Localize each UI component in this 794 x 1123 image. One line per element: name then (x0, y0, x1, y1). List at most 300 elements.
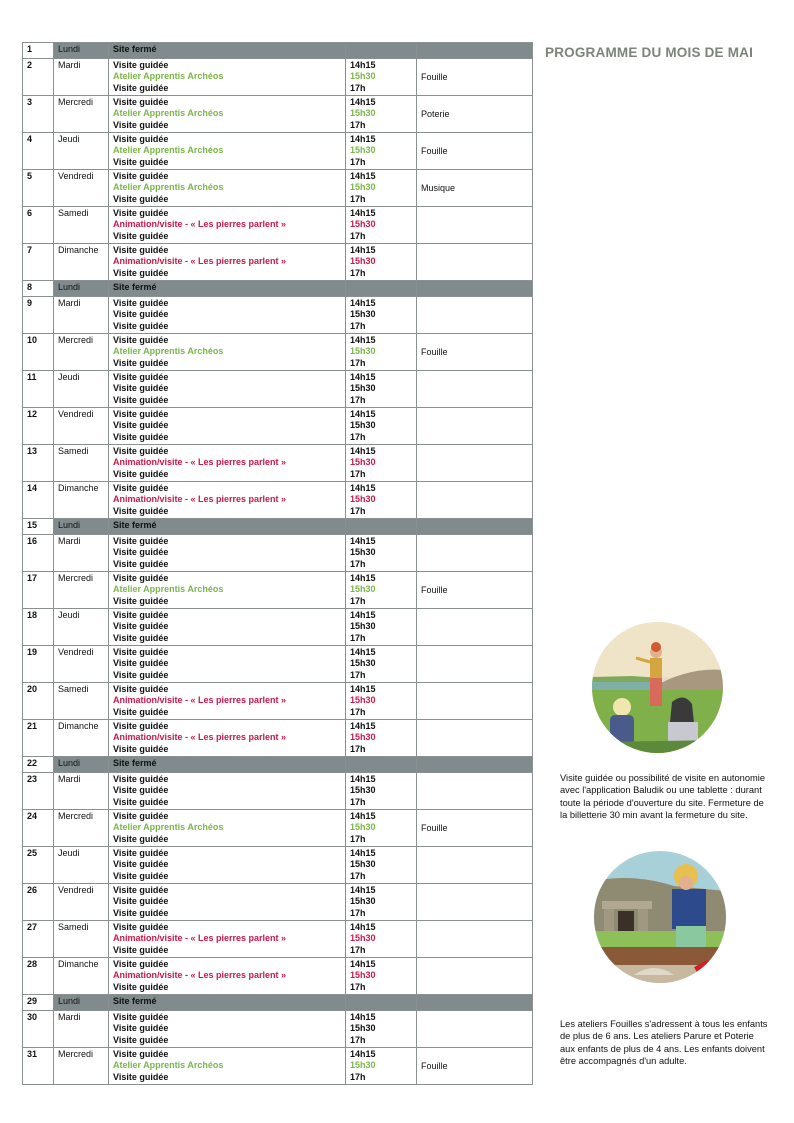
atelier-type: Fouille (421, 822, 448, 833)
atelier-type: Fouille (421, 1060, 448, 1071)
day-name: Mardi (54, 535, 109, 572)
activity-atelier: Atelier Apprentis Archéos (113, 145, 224, 156)
time-slot: 17h (350, 156, 366, 167)
day-name: Lundi (54, 995, 109, 1011)
day-number: 17 (23, 572, 54, 609)
atelier-cell (417, 958, 533, 995)
atelier-type: Fouille (421, 145, 448, 156)
activity-visite: Visite guidée (113, 245, 169, 255)
times-cell (346, 207, 417, 244)
day-name: Lundi (54, 519, 109, 535)
day-number: 16 (23, 535, 54, 572)
time-slot: 14h15 (350, 97, 376, 107)
activity-animation: Animation/visite - « Les pierres parlent » (113, 219, 287, 230)
time-slot: 14h15 (350, 647, 376, 657)
atelier-type: Musique (421, 182, 456, 193)
activity-animation: Animation/visite - « Les pierres parlent » (113, 494, 287, 505)
times-cell (346, 408, 417, 445)
times-cell (346, 720, 417, 757)
activity-visite: Visite guidée (113, 119, 169, 130)
activity-visite: Visite guidée (113, 684, 169, 694)
day-name: Mercredi (54, 572, 109, 609)
time-slot: 14h15 (350, 610, 376, 620)
time-slot: 15h30 (350, 457, 376, 468)
day-row (23, 609, 533, 646)
activity-visite: Visite guidée (113, 156, 169, 167)
day-number: 18 (23, 609, 54, 646)
times-cell (346, 884, 417, 921)
activity-atelier: Atelier Apprentis Archéos (113, 71, 224, 82)
time-slot: 15h30 (350, 219, 376, 230)
day-name: Dimanche (54, 720, 109, 757)
activity-visite: Visite guidée (113, 1034, 169, 1045)
activity-visite: Visite guidée (113, 267, 169, 278)
activity-visite: Visite guidée (113, 536, 169, 546)
activity-atelier: Atelier Apprentis Archéos (113, 584, 224, 595)
activity-visite: Visite guidée (113, 171, 169, 181)
day-number: 5 (23, 170, 54, 207)
activities-cell (109, 720, 346, 757)
day-number: 26 (23, 884, 54, 921)
day-number: 15 (23, 519, 54, 535)
atelier-type: Fouille (421, 346, 448, 357)
day-name: Jeudi (54, 609, 109, 646)
day-name: Dimanche (54, 482, 109, 519)
times-cell (346, 482, 417, 519)
times-cell (346, 535, 417, 572)
day-name: Vendredi (54, 170, 109, 207)
activities-cell (109, 646, 346, 683)
time-slot: 17h (350, 119, 366, 130)
time-slot: 17h (350, 431, 366, 442)
time-slot: 15h30 (350, 732, 376, 743)
activities-cell (109, 371, 346, 408)
site-closed-label: Site fermé (113, 996, 157, 1006)
activity-visite: Visite guidée (113, 1071, 169, 1082)
day-number: 28 (23, 958, 54, 995)
day-name: Dimanche (54, 958, 109, 995)
activity-visite: Visite guidée (113, 647, 169, 657)
atelier-cell (417, 773, 533, 810)
day-row (23, 96, 533, 133)
atelier-cell (417, 535, 533, 572)
time-slot: 15h30 (350, 108, 376, 119)
atelier-cell (417, 133, 533, 170)
day-name: Mardi (54, 773, 109, 810)
activity-visite: Visite guidée (113, 658, 169, 669)
activities-cell (109, 757, 346, 773)
closed-day-row (23, 43, 533, 59)
atelier-cell (417, 334, 533, 371)
day-row (23, 847, 533, 884)
activity-visite: Visite guidée (113, 372, 169, 382)
activities-cell (109, 170, 346, 207)
time-slot: 15h30 (350, 621, 376, 632)
time-slot: 14h15 (350, 573, 376, 583)
day-number: 8 (23, 281, 54, 297)
time-slot: 14h15 (350, 1049, 376, 1059)
times-cell (346, 810, 417, 847)
time-slot: 17h (350, 632, 366, 643)
time-slot: 14h15 (350, 922, 376, 932)
day-row (23, 921, 533, 958)
times-cell (346, 1011, 417, 1048)
activity-visite: Visite guidée (113, 298, 169, 308)
time-slot: 15h30 (350, 933, 376, 944)
activities-cell (109, 297, 346, 334)
atelier-cell (417, 207, 533, 244)
activity-visite: Visite guidée (113, 309, 169, 320)
day-name: Mardi (54, 59, 109, 96)
time-slot: 15h30 (350, 420, 376, 431)
activity-atelier: Atelier Apprentis Archéos (113, 108, 224, 119)
activities-cell (109, 609, 346, 646)
day-number: 6 (23, 207, 54, 244)
day-name: Lundi (54, 43, 109, 59)
activity-visite: Visite guidée (113, 922, 169, 932)
time-slot: 17h (350, 944, 366, 955)
time-slot: 17h (350, 357, 366, 368)
activities-cell (109, 847, 346, 884)
activity-visite: Visite guidée (113, 669, 169, 680)
time-slot: 15h30 (350, 970, 376, 981)
site-closed-label: Site fermé (113, 282, 157, 292)
time-slot: 14h15 (350, 245, 376, 255)
day-name: Mardi (54, 1011, 109, 1048)
time-slot: 17h (350, 468, 366, 479)
activity-visite: Visite guidée (113, 193, 169, 204)
day-row (23, 133, 533, 170)
activity-visite: Visite guidée (113, 621, 169, 632)
activities-cell (109, 43, 346, 59)
day-name: Vendredi (54, 408, 109, 445)
day-row (23, 482, 533, 519)
activity-visite: Visite guidée (113, 706, 169, 717)
times-cell (346, 519, 417, 535)
day-number: 3 (23, 96, 54, 133)
activity-visite: Visite guidée (113, 896, 169, 907)
time-slot: 14h15 (350, 208, 376, 218)
activity-visite: Visite guidée (113, 420, 169, 431)
activities-cell (109, 96, 346, 133)
site-closed-label: Site fermé (113, 520, 157, 530)
day-row (23, 1048, 533, 1085)
time-slot: 15h30 (350, 859, 376, 870)
activity-visite: Visite guidée (113, 230, 169, 241)
times-cell (346, 847, 417, 884)
day-number: 22 (23, 757, 54, 773)
time-slot: 14h15 (350, 959, 376, 969)
activity-animation: Animation/visite - « Les pierres parlent » (113, 933, 287, 944)
time-slot: 14h15 (350, 885, 376, 895)
activity-visite: Visite guidée (113, 1023, 169, 1034)
day-number: 13 (23, 445, 54, 482)
time-slot: 15h30 (350, 1023, 376, 1034)
activity-visite: Visite guidée (113, 483, 169, 493)
day-row (23, 297, 533, 334)
visite-info-text: Visite guidée ou possibilité de visite en autonomie avec l'application Baludik ou une tablette : durant toute la période d'ouverture du site. Fermeture de la billetterie 30 min avant la fermeture du site. (560, 773, 766, 821)
activity-atelier: Atelier Apprentis Archéos (113, 822, 224, 833)
activity-visite: Visite guidée (113, 944, 169, 955)
activity-animation: Animation/visite - « Les pierres parlent » (113, 970, 287, 981)
time-slot: 15h30 (350, 182, 376, 193)
time-slot: 14h15 (350, 684, 376, 694)
activities-cell (109, 921, 346, 958)
time-slot: 15h30 (350, 785, 376, 796)
day-row (23, 720, 533, 757)
day-number: 9 (23, 297, 54, 334)
time-slot: 14h15 (350, 536, 376, 546)
day-name: Mercredi (54, 96, 109, 133)
activities-cell (109, 683, 346, 720)
time-slot: 17h (350, 394, 366, 405)
time-slot: 15h30 (350, 71, 376, 82)
visite-illustration (592, 622, 723, 753)
activity-visite: Visite guidée (113, 743, 169, 754)
time-slot: 14h15 (350, 298, 376, 308)
activity-visite: Visite guidée (113, 848, 169, 858)
atelier-cell (417, 96, 533, 133)
time-slot: 15h30 (350, 658, 376, 669)
day-row (23, 408, 533, 445)
day-row (23, 572, 533, 609)
atelier-cell (417, 1048, 533, 1085)
atelier-cell (417, 757, 533, 773)
times-cell (346, 683, 417, 720)
activity-visite: Visite guidée (113, 409, 169, 419)
atelier-cell (417, 244, 533, 281)
time-slot: 14h15 (350, 1012, 376, 1022)
day-row (23, 207, 533, 244)
day-number: 20 (23, 683, 54, 720)
activity-atelier: Atelier Apprentis Archéos (113, 1060, 224, 1071)
times-cell (346, 773, 417, 810)
times-cell (346, 133, 417, 170)
time-slot: 14h15 (350, 60, 376, 70)
day-name: Mercredi (54, 1048, 109, 1085)
guide-illustration-icon (592, 622, 723, 753)
time-slot: 14h15 (350, 811, 376, 821)
time-slot: 17h (350, 743, 366, 754)
activity-atelier: Atelier Apprentis Archéos (113, 346, 224, 357)
activity-visite: Visite guidée (113, 558, 169, 569)
day-row (23, 646, 533, 683)
times-cell (346, 43, 417, 59)
day-number: 11 (23, 371, 54, 408)
closed-day-row (23, 757, 533, 773)
day-row (23, 810, 533, 847)
closed-day-row (23, 995, 533, 1011)
atelier-cell (417, 59, 533, 96)
activities-cell (109, 1048, 346, 1085)
activity-visite: Visite guidée (113, 431, 169, 442)
time-slot: 15h30 (350, 1060, 376, 1071)
time-slot: 14h15 (350, 134, 376, 144)
activity-visite: Visite guidée (113, 785, 169, 796)
time-slot: 17h (350, 907, 366, 918)
activity-visite: Visite guidée (113, 134, 169, 144)
atelier-cell (417, 995, 533, 1011)
day-number: 27 (23, 921, 54, 958)
times-cell (346, 958, 417, 995)
time-slot: 14h15 (350, 409, 376, 419)
day-number: 24 (23, 810, 54, 847)
activity-visite: Visite guidée (113, 1012, 169, 1022)
atelier-type: Poterie (421, 108, 450, 119)
day-name: Jeudi (54, 847, 109, 884)
time-slot: 17h (350, 833, 366, 844)
closed-day-row (23, 281, 533, 297)
day-name: Jeudi (54, 371, 109, 408)
activity-visite: Visite guidée (113, 610, 169, 620)
day-row (23, 535, 533, 572)
times-cell (346, 96, 417, 133)
time-slot: 17h (350, 193, 366, 204)
activity-animation: Animation/visite - « Les pierres parlent » (113, 732, 287, 743)
activities-cell (109, 535, 346, 572)
day-row (23, 59, 533, 96)
activity-visite: Visite guidée (113, 721, 169, 731)
time-slot: 14h15 (350, 774, 376, 784)
activity-visite: Visite guidée (113, 595, 169, 606)
activity-visite: Visite guidée (113, 959, 169, 969)
times-cell (346, 445, 417, 482)
day-name: Lundi (54, 281, 109, 297)
times-cell (346, 281, 417, 297)
atelier-cell (417, 281, 533, 297)
time-slot: 15h30 (350, 256, 376, 267)
activity-animation: Animation/visite - « Les pierres parlent » (113, 695, 287, 706)
time-slot: 17h (350, 870, 366, 881)
closed-day-row (23, 519, 533, 535)
time-slot: 17h (350, 1034, 366, 1045)
activity-animation: Animation/visite - « Les pierres parlent » (113, 256, 287, 267)
atelier-cell (417, 297, 533, 334)
day-name: Mercredi (54, 810, 109, 847)
activity-visite: Visite guidée (113, 383, 169, 394)
day-row (23, 445, 533, 482)
time-slot: 17h (350, 981, 366, 992)
day-number: 19 (23, 646, 54, 683)
atelier-cell (417, 646, 533, 683)
times-cell (346, 995, 417, 1011)
atelier-cell (417, 519, 533, 535)
activity-visite: Visite guidée (113, 60, 169, 70)
day-name: Samedi (54, 921, 109, 958)
activities-cell (109, 1011, 346, 1048)
time-slot: 17h (350, 505, 366, 516)
programme-table (22, 42, 533, 1085)
time-slot: 15h30 (350, 896, 376, 907)
activity-visite: Visite guidée (113, 394, 169, 405)
time-slot: 17h (350, 320, 366, 331)
activity-visite: Visite guidée (113, 320, 169, 331)
atelier-cell (417, 847, 533, 884)
activities-cell (109, 884, 346, 921)
day-number: 30 (23, 1011, 54, 1048)
activity-visite: Visite guidée (113, 357, 169, 368)
site-closed-label: Site fermé (113, 758, 157, 768)
day-row (23, 170, 533, 207)
activity-visite: Visite guidée (113, 632, 169, 643)
time-slot: 14h15 (350, 372, 376, 382)
time-slot: 17h (350, 267, 366, 278)
activity-visite: Visite guidée (113, 774, 169, 784)
day-name: Mercredi (54, 334, 109, 371)
activity-visite: Visite guidée (113, 573, 169, 583)
day-name: Vendredi (54, 646, 109, 683)
time-slot: 15h30 (350, 346, 376, 357)
activity-visite: Visite guidée (113, 505, 169, 516)
day-name: Samedi (54, 683, 109, 720)
time-slot: 17h (350, 669, 366, 680)
atelier-cell (417, 572, 533, 609)
activities-cell (109, 482, 346, 519)
day-number: 7 (23, 244, 54, 281)
times-cell (346, 609, 417, 646)
times-cell (346, 170, 417, 207)
day-number: 2 (23, 59, 54, 96)
atelier-cell (417, 609, 533, 646)
activity-visite: Visite guidée (113, 981, 169, 992)
times-cell (346, 757, 417, 773)
atelier-type: Fouille (421, 71, 448, 82)
activities-cell (109, 445, 346, 482)
day-row (23, 371, 533, 408)
day-row (23, 958, 533, 995)
day-number: 14 (23, 482, 54, 519)
activity-visite: Visite guidée (113, 833, 169, 844)
atelier-cell (417, 170, 533, 207)
day-number: 1 (23, 43, 54, 59)
times-cell (346, 921, 417, 958)
time-slot: 15h30 (350, 822, 376, 833)
atelier-cell (417, 482, 533, 519)
time-slot: 15h30 (350, 547, 376, 558)
atelier-cell (417, 921, 533, 958)
times-cell (346, 244, 417, 281)
activity-visite: Visite guidée (113, 885, 169, 895)
time-slot: 14h15 (350, 446, 376, 456)
times-cell (346, 646, 417, 683)
activity-visite: Visite guidée (113, 97, 169, 107)
activities-cell (109, 133, 346, 170)
activities-cell (109, 408, 346, 445)
day-number: 4 (23, 133, 54, 170)
activities-cell (109, 519, 346, 535)
excavation-illustration-icon (594, 851, 726, 983)
site-closed-label: Site fermé (113, 44, 157, 54)
atelier-cell (417, 683, 533, 720)
times-cell (346, 572, 417, 609)
activities-cell (109, 334, 346, 371)
time-slot: 17h (350, 230, 366, 241)
atelier-cell (417, 884, 533, 921)
atelier-cell (417, 371, 533, 408)
activity-visite: Visite guidée (113, 859, 169, 870)
activity-visite: Visite guidée (113, 870, 169, 881)
activity-visite: Visite guidée (113, 208, 169, 218)
atelier-cell (417, 408, 533, 445)
day-number: 29 (23, 995, 54, 1011)
activities-cell (109, 810, 346, 847)
times-cell (346, 59, 417, 96)
time-slot: 15h30 (350, 309, 376, 320)
times-cell (346, 371, 417, 408)
day-name: Dimanche (54, 244, 109, 281)
activity-visite: Visite guidée (113, 796, 169, 807)
day-name: Lundi (54, 757, 109, 773)
